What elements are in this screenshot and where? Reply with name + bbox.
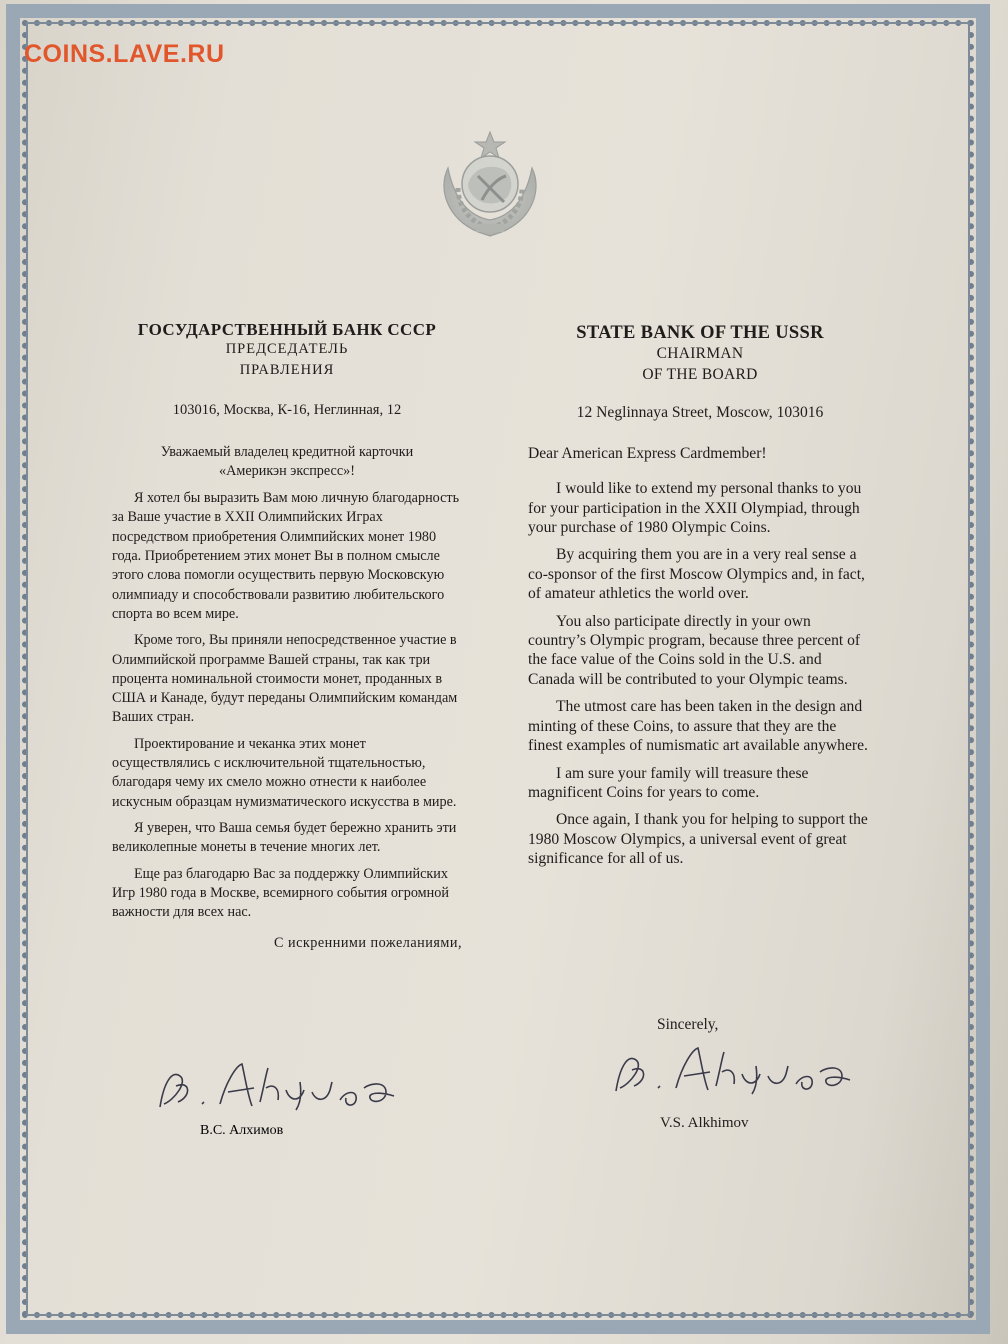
ru-closing: С искренними пожеланиями,: [273, 935, 462, 952]
russian-column: [112, 320, 462, 954]
ussr-emblem-icon: [428, 128, 552, 240]
en-signature-drawing: [606, 1036, 876, 1106]
site-watermark: COINS.LAVE.RU: [24, 40, 225, 68]
ru-paragraph: Проектирование и чеканка этих монет осуществлялись с исключительной тщательностью, благодаря чему их смело можно отнести к наиболее искусным образцам нумизматического искусства в мире.: [112, 735, 457, 810]
ru-title-line2: ПРАВЛЕНИЯ: [239, 362, 335, 379]
ru-paragraph: Я уверен, что Ваша семья будет бережно хранить эти великолепные монеты в течение многих лет.: [112, 819, 457, 856]
ru-bank-name: ГОСУДАРСТВЕННЫЙ БАНК СССР: [137, 320, 437, 339]
en-greeting: Dear American Express Cardmember!: [528, 444, 767, 462]
en-title-line2: OF THE BOARD: [642, 366, 758, 384]
en-paragraph: I am sure your family will treasure these magnificent Coins for years to come.: [528, 764, 809, 801]
en-paragraph: You also participate directly in your own country’s Olympic program, because three percent of the face value of the Coins sold in the U.S. and Canada will be contributed to your Olympic teams.: [528, 612, 861, 688]
ru-paragraph: Кроме того, Вы приняли непосредственное участие в Олимпийской программе Вашей страны, так как три процента номинальной стоимости монет, проданных в США и Канаде, будут переданы Олимпийским командам Ваших стран.: [112, 632, 458, 726]
ru-signature: [150, 1052, 420, 1127]
ru-signature-drawing: [150, 1052, 420, 1122]
en-paragraph: Once again, I thank you for helping to support the 1980 Moscow Olympics, a universal event of great significance for all of us.: [528, 811, 868, 868]
en-closing: Sincerely,: [657, 1016, 719, 1033]
en-paragraph: By acquiring them you are in a very real sense a co-sponsor of the first Moscow Olympics and, in fact, of amateur athletics the world over.: [528, 546, 865, 603]
en-paragraph: The utmost care has been taken in the design and minting of these Coins, to assure that they are the finest examples of numismatic art available anywhere.: [528, 698, 868, 755]
ru-title-line1: ПРЕДСЕДАТЕЛЬ: [225, 341, 349, 358]
en-paragraph: I would like to extend my personal thanks to you for your participation in the XXII Olympiad, through your purchase of 1980 Olympic Coins.: [528, 480, 862, 537]
en-address: 12 Neglinnaya Street, Moscow, 103016: [576, 404, 824, 422]
ru-paragraph: Я хотел бы выразить Вам мою личную благодарность за Ваше участие в XXII Олимпийских Играх посредством приобретения Олимпийских монет 1980 года. Приобретением этих монет Вы в полном смысле этого слова помогли осуществить первую Московскую олимпиаду и способствовали развитию любительского спорта во всем мире.: [112, 490, 460, 622]
ru-greeting-line1: Уважаемый владелец кредитной карточки: [160, 443, 414, 460]
ru-address: 103016, Москва, К-16, Неглинная, 12: [172, 402, 402, 419]
ru-paragraph: Еще раз благодарю Вас за поддержку Олимпийских Игр 1980 года в Москве, всемирного события огромной важности для всех нас.: [112, 865, 449, 921]
en-signature: [606, 1036, 876, 1111]
en-title-line1: CHAIRMAN: [656, 345, 744, 363]
english-column: [528, 324, 872, 869]
ru-signatory-name: В.С. Алхимов: [200, 1123, 284, 1138]
ru-greeting-line2: «Америкэн экспресс»!: [219, 462, 355, 479]
en-signatory-name: V.S. Alkhimov: [660, 1115, 749, 1131]
en-bank-name: STATE BANK OF THE USSR: [576, 323, 824, 343]
